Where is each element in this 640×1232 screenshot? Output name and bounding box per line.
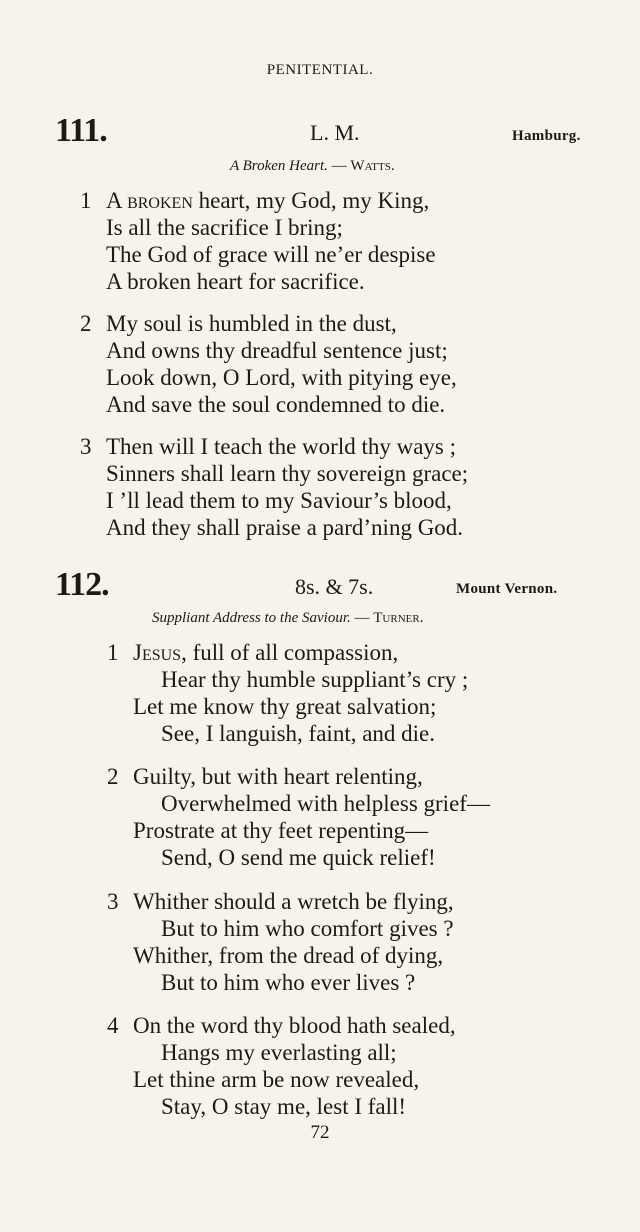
hymn-111-verse-2-line-2: And owns thy dreadful sentence just; xyxy=(106,338,448,363)
hymn-112-verse-2-line-3: Prostrate at thy feet repenting— xyxy=(133,818,429,843)
hymn-112-tune: Mount Vernon. xyxy=(456,581,558,597)
hymn-111-verse-2-line-1: My soul is humbled in the dust, xyxy=(106,311,397,336)
hymn-111-verse-2-number: 2 xyxy=(80,311,92,336)
hymn-111-verse-3-line-4: And they shall praise a pard’ning God. xyxy=(106,515,464,540)
hymn-112-verse-3-line-1: Whither should a wretch be flying, xyxy=(133,889,454,914)
line-text: , full of all compassion, xyxy=(181,640,399,665)
hymn-111-subtitle xyxy=(230,158,395,175)
hymn-111-number: 111. xyxy=(55,112,107,149)
hymn-112-author: Turner. xyxy=(373,610,424,626)
hymn-112-meter: 8s. & 7s. xyxy=(295,574,374,599)
hymn-111-verse-1-line-1 xyxy=(106,188,429,214)
hymn-111-verse-1-line-2: Is all the sacrifice I bring; xyxy=(106,215,343,240)
line-text: heart, my God, my King, xyxy=(192,188,430,213)
hymn-111-verse-1-line-4: A broken heart for sacrifice. xyxy=(106,269,365,294)
hymn-112-verse-1-line-1 xyxy=(133,640,398,666)
hymn-112-verse-4-line-2: Hangs my everlasting all; xyxy=(161,1040,397,1065)
hymn-112-verse-2-line-1: Guilty, but with heart relenting, xyxy=(133,764,423,789)
hymn-111-subtitle-dash: — xyxy=(327,158,351,174)
page-number: 72 xyxy=(310,1122,330,1143)
hymn-111-verse-1-line-3: The God of grace will ne’er despise xyxy=(106,242,436,267)
hymn-111-verse-3-line-2: Sinners shall learn thy sovereign grace; xyxy=(106,461,469,486)
hymn-112-verse-1-number: 1 xyxy=(107,640,119,665)
hymn-112-subtitle xyxy=(152,610,423,627)
hymn-112-subtitle-dash: — xyxy=(350,610,374,626)
hymn-112-verse-2-line-4: Send, O send me quick relief! xyxy=(161,845,436,870)
hymn-112-verse-4-line-3: Let thine arm be now revealed, xyxy=(133,1067,420,1092)
hymn-112-verse-2-line-2: Overwhelmed with helpless grief— xyxy=(161,791,490,816)
running-head: PENITENTIAL. xyxy=(266,62,374,78)
hymn-112-number: 112. xyxy=(55,566,109,603)
hymn-112-verse-3-line-2: But to him who comfort gives ? xyxy=(161,916,454,941)
first-word: A broken xyxy=(106,188,193,213)
hymn-111-author: Watts. xyxy=(350,158,395,174)
hymn-111-subtitle-title: A Broken Heart. xyxy=(230,158,328,174)
hymn-111-verse-3-line-3: I ’ll lead them to my Saviour’s blood, xyxy=(106,488,452,513)
hymn-111-verse-2-line-3: Look down, O Lord, with pitying eye, xyxy=(106,365,457,390)
hymn-111-verse-3-number: 3 xyxy=(80,434,92,459)
hymn-112-verse-3-line-4: But to him who ever lives ? xyxy=(161,970,416,995)
hymn-111-verse-2-line-4: And save the soul condemned to die. xyxy=(106,392,446,417)
hymn-112-verse-3-number: 3 xyxy=(107,889,119,914)
hymn-112-subtitle-title: Suppliant Address to the Saviour. xyxy=(152,610,351,626)
hymn-112-verse-3-line-3: Whither, from the dread of dying, xyxy=(133,943,444,968)
first-word: Jesus xyxy=(133,640,182,665)
hymn-111-tune: Hamburg. xyxy=(512,128,581,144)
hymn-112-verse-1-line-2: Hear thy humble suppliant’s cry ; xyxy=(161,667,469,692)
hymn-111-verse-1-number: 1 xyxy=(80,188,92,213)
hymn-112-verse-1-line-3: Let me know thy great salvation; xyxy=(133,694,437,719)
hymn-111-verse-3-line-1: Then will I teach the world thy ways ; xyxy=(106,434,457,459)
hymn-111-meter: L. M. xyxy=(310,120,360,145)
hymn-112-verse-1-line-4: See, I languish, faint, and die. xyxy=(161,721,436,746)
hymn-112-verse-4-line-1: On the word thy blood hath sealed, xyxy=(133,1013,456,1038)
hymn-112-verse-4-number: 4 xyxy=(107,1013,119,1038)
hymn-112-verse-4-line-4: Stay, O stay me, lest I fall! xyxy=(161,1094,407,1119)
hymn-112-verse-2-number: 2 xyxy=(107,764,119,789)
